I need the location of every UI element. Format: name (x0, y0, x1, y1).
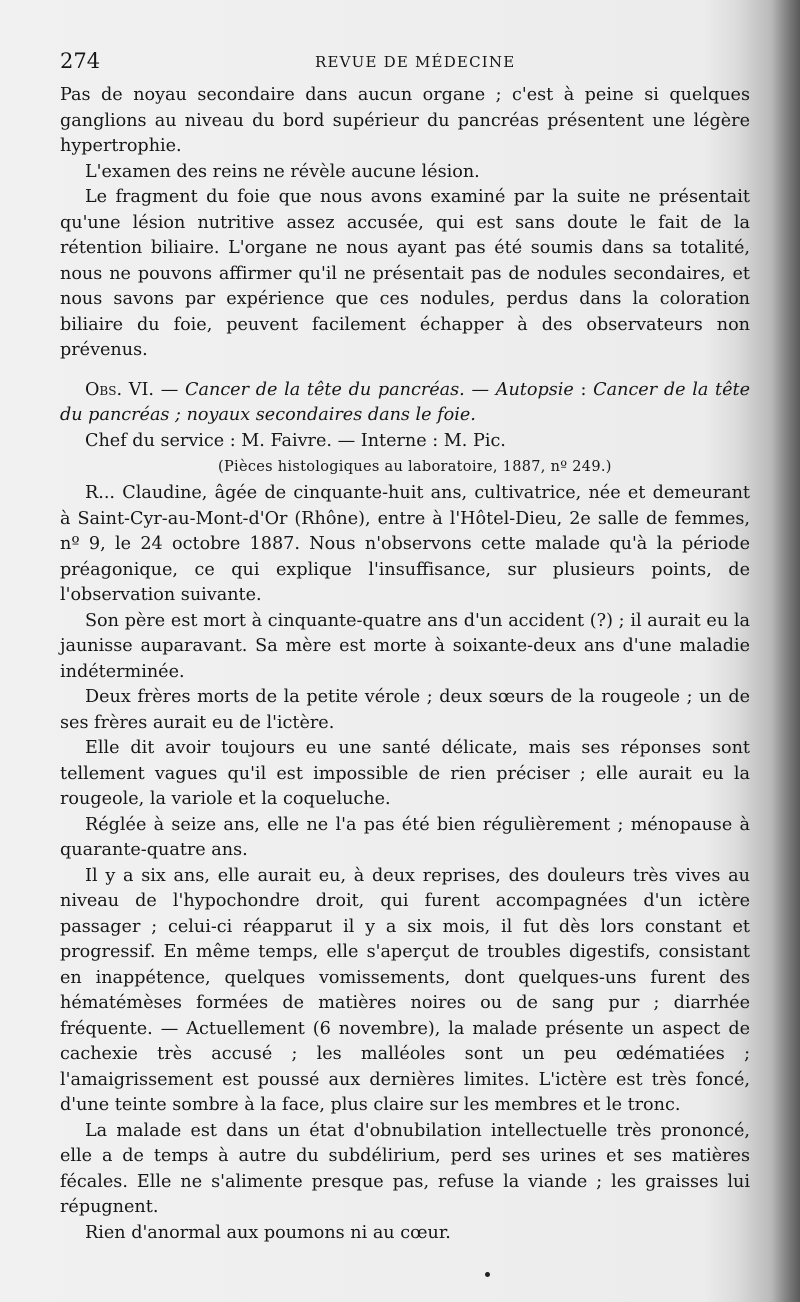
paragraph-6: Son père est mort à cinquante-quatre ans d'un accident (?) ; il aurait eu la jaunisse auparavant. Sa mère est morte à soixante-deux ans d'une maladie indéterminée. (60, 610, 750, 682)
paragraph-12: Rien d'anormal aux poumons ni au cœur. (85, 1222, 451, 1243)
body-text (60, 83, 750, 1246)
page-edge-shadow (772, 0, 800, 1302)
paragraph-7: Deux frères morts de la petite vérole ; deux sœurs de la rougeole ; un de ses frères aurait eu de l'ictère. (60, 687, 750, 733)
observation-dash-2: — (464, 379, 496, 400)
ink-speck (485, 1272, 490, 1277)
section-gap (60, 364, 750, 378)
autopsy-text: Cancer de la tête du pancréas ; noyaux secondaires dans le foie. (60, 379, 750, 425)
paragraph-3: Le fragment du foie que nous avons examiné par la suite ne présentait qu'une lésion nutritive assez accusée, qui est sans doute le fait de la rétention biliaire. L'organe ne nous ayant pas été soumis dans sa totalité, nous ne pouvons affirmer qu'il ne présentait pas de nodules secondaires, et nous savons par expérience que ces nodules, perdus dans la coloration biliaire du foie, peuvent facilement échapper à des observateurs non prévenus. (60, 187, 750, 360)
paragraph-10: Il y a six ans, elle aurait eu, à deux reprises, des douleurs très vives au niveau de l'hypochondre droit, qui furent accompagnées d'un ictère passager ; celui-ci réapparut il y a six mois, il fut dès lors constant et progressif. En même temps, elle s'aperçut de troubles digestifs, consistant en inappétence, quelques vomissements, dont quelques-uns furent des hématémèses formées de matières noires ou de sang pur ; diarrhée fréquente. — Actuellement (6 novembre), la malade présente un aspect de cachexie très accusé ; les malléoles sont un peu œdématiées ; l'amaigrissement est poussé aux dernières limites. L'ictère est très foncé, d'une teinte sombre à la face, plus claire sur les membres et le tronc. (60, 865, 750, 1115)
paragraph-9: Réglée à seize ans, elle ne l'a pas été bien régulièrement ; ménopause à quarante-quatre ans. (60, 814, 750, 860)
paragraph-11: La malade est dans un état d'obnubilation intellectuelle très prononcé, elle a de temps à autre du subdélirium, perd ses urines et ses matières fécales. Elle ne s'alimente presque pas, refuse la viande ; les graisses lui répugnent. (60, 1120, 750, 1217)
observation-dash-1: — (154, 379, 186, 400)
autopsy-colon: : (573, 379, 594, 400)
observation-citation: (Pièces histologiques au laboratoire, 1887, nº 249.) (218, 459, 612, 475)
observation-staff: Chef du service : M. Faivre. — Interne : M. Pic. (85, 430, 506, 451)
observation-label: Obs. VI. (85, 379, 155, 400)
page-header (60, 49, 760, 77)
observation-heading (60, 378, 750, 429)
paragraph-1: Pas de noyau secondaire dans aucun organe ; c'est à peine si quelques ganglions au niveau du bord supérieur du pancréas présentent une légère hypertrophie. (60, 85, 750, 156)
observation-title: Cancer de la tête du pancréas. (185, 379, 465, 400)
page-number: 274 (60, 49, 101, 73)
paragraph-8: Elle dit avoir toujours eu une santé délicate, mais ses réponses sont tellement vagues qu'il est impossible de rien préciser ; elle aurait eu la rougeole, la variole et la coqueluche. (60, 738, 750, 809)
paragraph-5: R... Claudine, âgée de cinquante-huit ans, cultivatrice, née et demeurant à Saint-Cyr-au-Mont-d'Or (Rhône), entre à l'Hôtel-Dieu, 2e salle de femmes, nº 9, le 24 octobre 1887. Nous n'observons cette malade qu'à la période préagonique, ce qui explique l'insuffisance, sur plusieurs points, de l'observation suivante. (60, 483, 750, 605)
paragraph-2: L'examen des reins ne révèle aucune lésion. (85, 161, 480, 182)
autopsy-label: Autopsie (495, 379, 574, 400)
running-title: REVUE DE MÉDECINE (315, 53, 516, 71)
